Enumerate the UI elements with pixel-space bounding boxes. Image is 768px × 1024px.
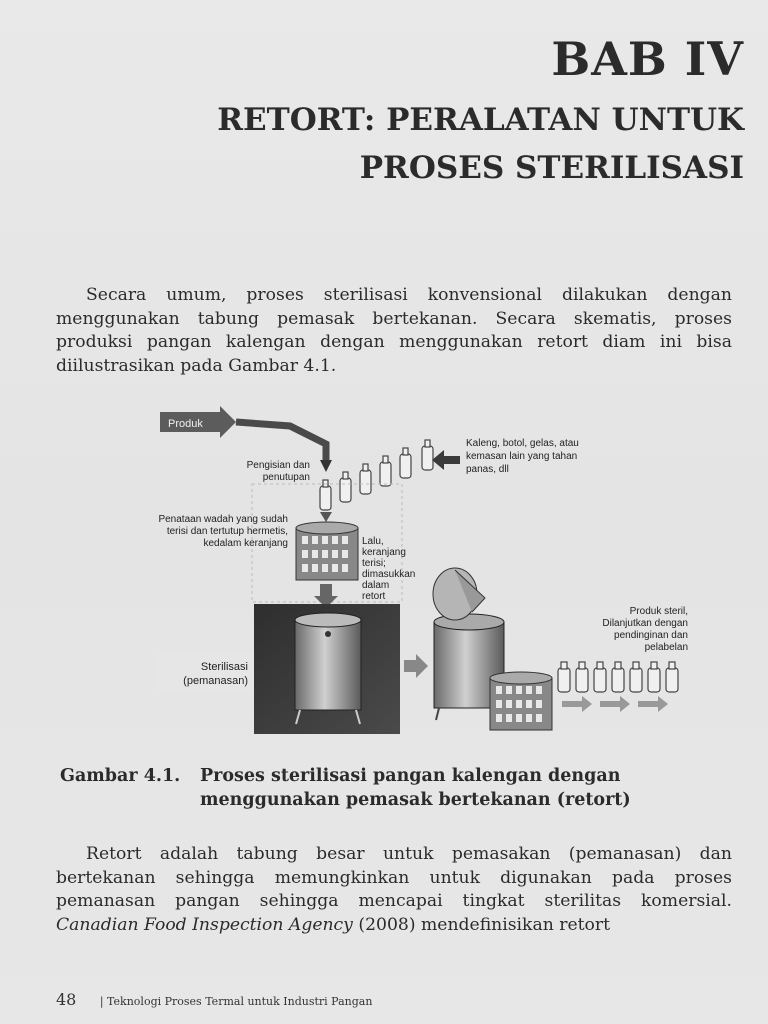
intro-paragraph — [56, 284, 732, 378]
basket-out-icon — [490, 672, 552, 730]
down-arrow-icon — [320, 460, 332, 472]
sterile-bottle-row — [558, 662, 678, 692]
chapter-title-line1: RETORT: PERALATAN UNTUK — [217, 102, 744, 138]
book-title: | Teknologi Proses Termal untuk Industri Pangan — [99, 995, 373, 1008]
retort-closed-icon — [295, 613, 361, 724]
produk-arrow — [160, 406, 236, 438]
chapter-title — [104, 96, 744, 192]
produk-steril-label-3: pendinginan dan — [614, 630, 688, 641]
figure-caption — [60, 764, 720, 812]
agency-name: Canadian Food Inspection Agency — [56, 914, 353, 935]
feed-pipe — [236, 422, 326, 460]
caption-line1: Proses sterilisasi pangan kalengan dengan — [200, 766, 621, 786]
output-arrows — [562, 696, 668, 712]
pengisian-label-1: Pengisian dan — [246, 460, 310, 471]
produk-steril-label-1: Produk steril, — [629, 606, 688, 617]
page-footer — [56, 990, 372, 1009]
penataan-label-2: terisi dan tertutup hermetis, — [166, 526, 288, 537]
bottle-row — [320, 440, 433, 510]
down-arrow-icon-2 — [320, 512, 332, 522]
body2-text-a: Retort adalah tabung besar untuk pemasakan (pemanasan) dan bertekanan sehingga memungkinkan untuk digunakan pada proses pemanasan pangan sehingga mencapai tingkat sterilitas komersial. — [56, 844, 732, 911]
body-paragraph-2 — [56, 843, 732, 937]
lalu-label-1: Lalu, — [362, 536, 384, 547]
kaleng-label-3: panas, dll — [466, 464, 509, 475]
penataan-label-1: Penataan wadah yang sudah — [158, 514, 288, 525]
produk-label: Produk — [168, 418, 203, 430]
lalu-label-3: terisi; — [362, 558, 386, 569]
caption-number: Gambar 4.1. — [60, 766, 181, 786]
penataan-label-3: kedalam keranjang — [203, 538, 288, 549]
right-arrow-icon — [404, 654, 428, 678]
kaleng-label-2: kemasan lain yang tahan — [466, 451, 578, 462]
left-arrow-icon — [432, 450, 460, 470]
pengisian-label-2: penutupan — [262, 472, 310, 483]
lalu-label-5: dalam — [362, 580, 390, 591]
kaleng-label-1: Kaleng, botol, gelas, atau — [466, 438, 579, 449]
lalu-label-4: dimasukkan — [362, 569, 416, 580]
intro-text: Secara umum, proses sterilisasi konvensional dilakukan dengan menggunakan tabung pemasak bertekanan. Secara skematis, proses produksi pangan kalengan dengan menggunakan retort diam ini bisa diilustrasikan pada Gambar 4.1. — [56, 285, 732, 376]
basket-icon — [296, 522, 358, 580]
produk-steril-label-4: pelabelan — [644, 642, 688, 653]
lalu-label-6: retort — [362, 591, 386, 602]
caption-line2: menggunakan pemasak bertekanan (retort) — [200, 790, 631, 810]
page-number: 48 — [56, 990, 77, 1009]
lalu-label-2: keranjang — [362, 547, 406, 558]
steril-label-bg — [154, 654, 254, 694]
produk-steril-label-2: Dilanjutkan dengan — [602, 618, 688, 629]
chapter-number: BAB IV — [551, 32, 744, 86]
process-diagram — [150, 398, 710, 743]
chapter-title-line2: PROSES STERILISASI — [359, 150, 744, 186]
steril-label-2: (pemanasan) — [183, 675, 248, 687]
figure-4-1 — [150, 398, 710, 743]
body2-text-b: (2008) mendefinisikan retort — [352, 914, 611, 935]
steril-label-1: Sterilisasi — [200, 661, 248, 673]
